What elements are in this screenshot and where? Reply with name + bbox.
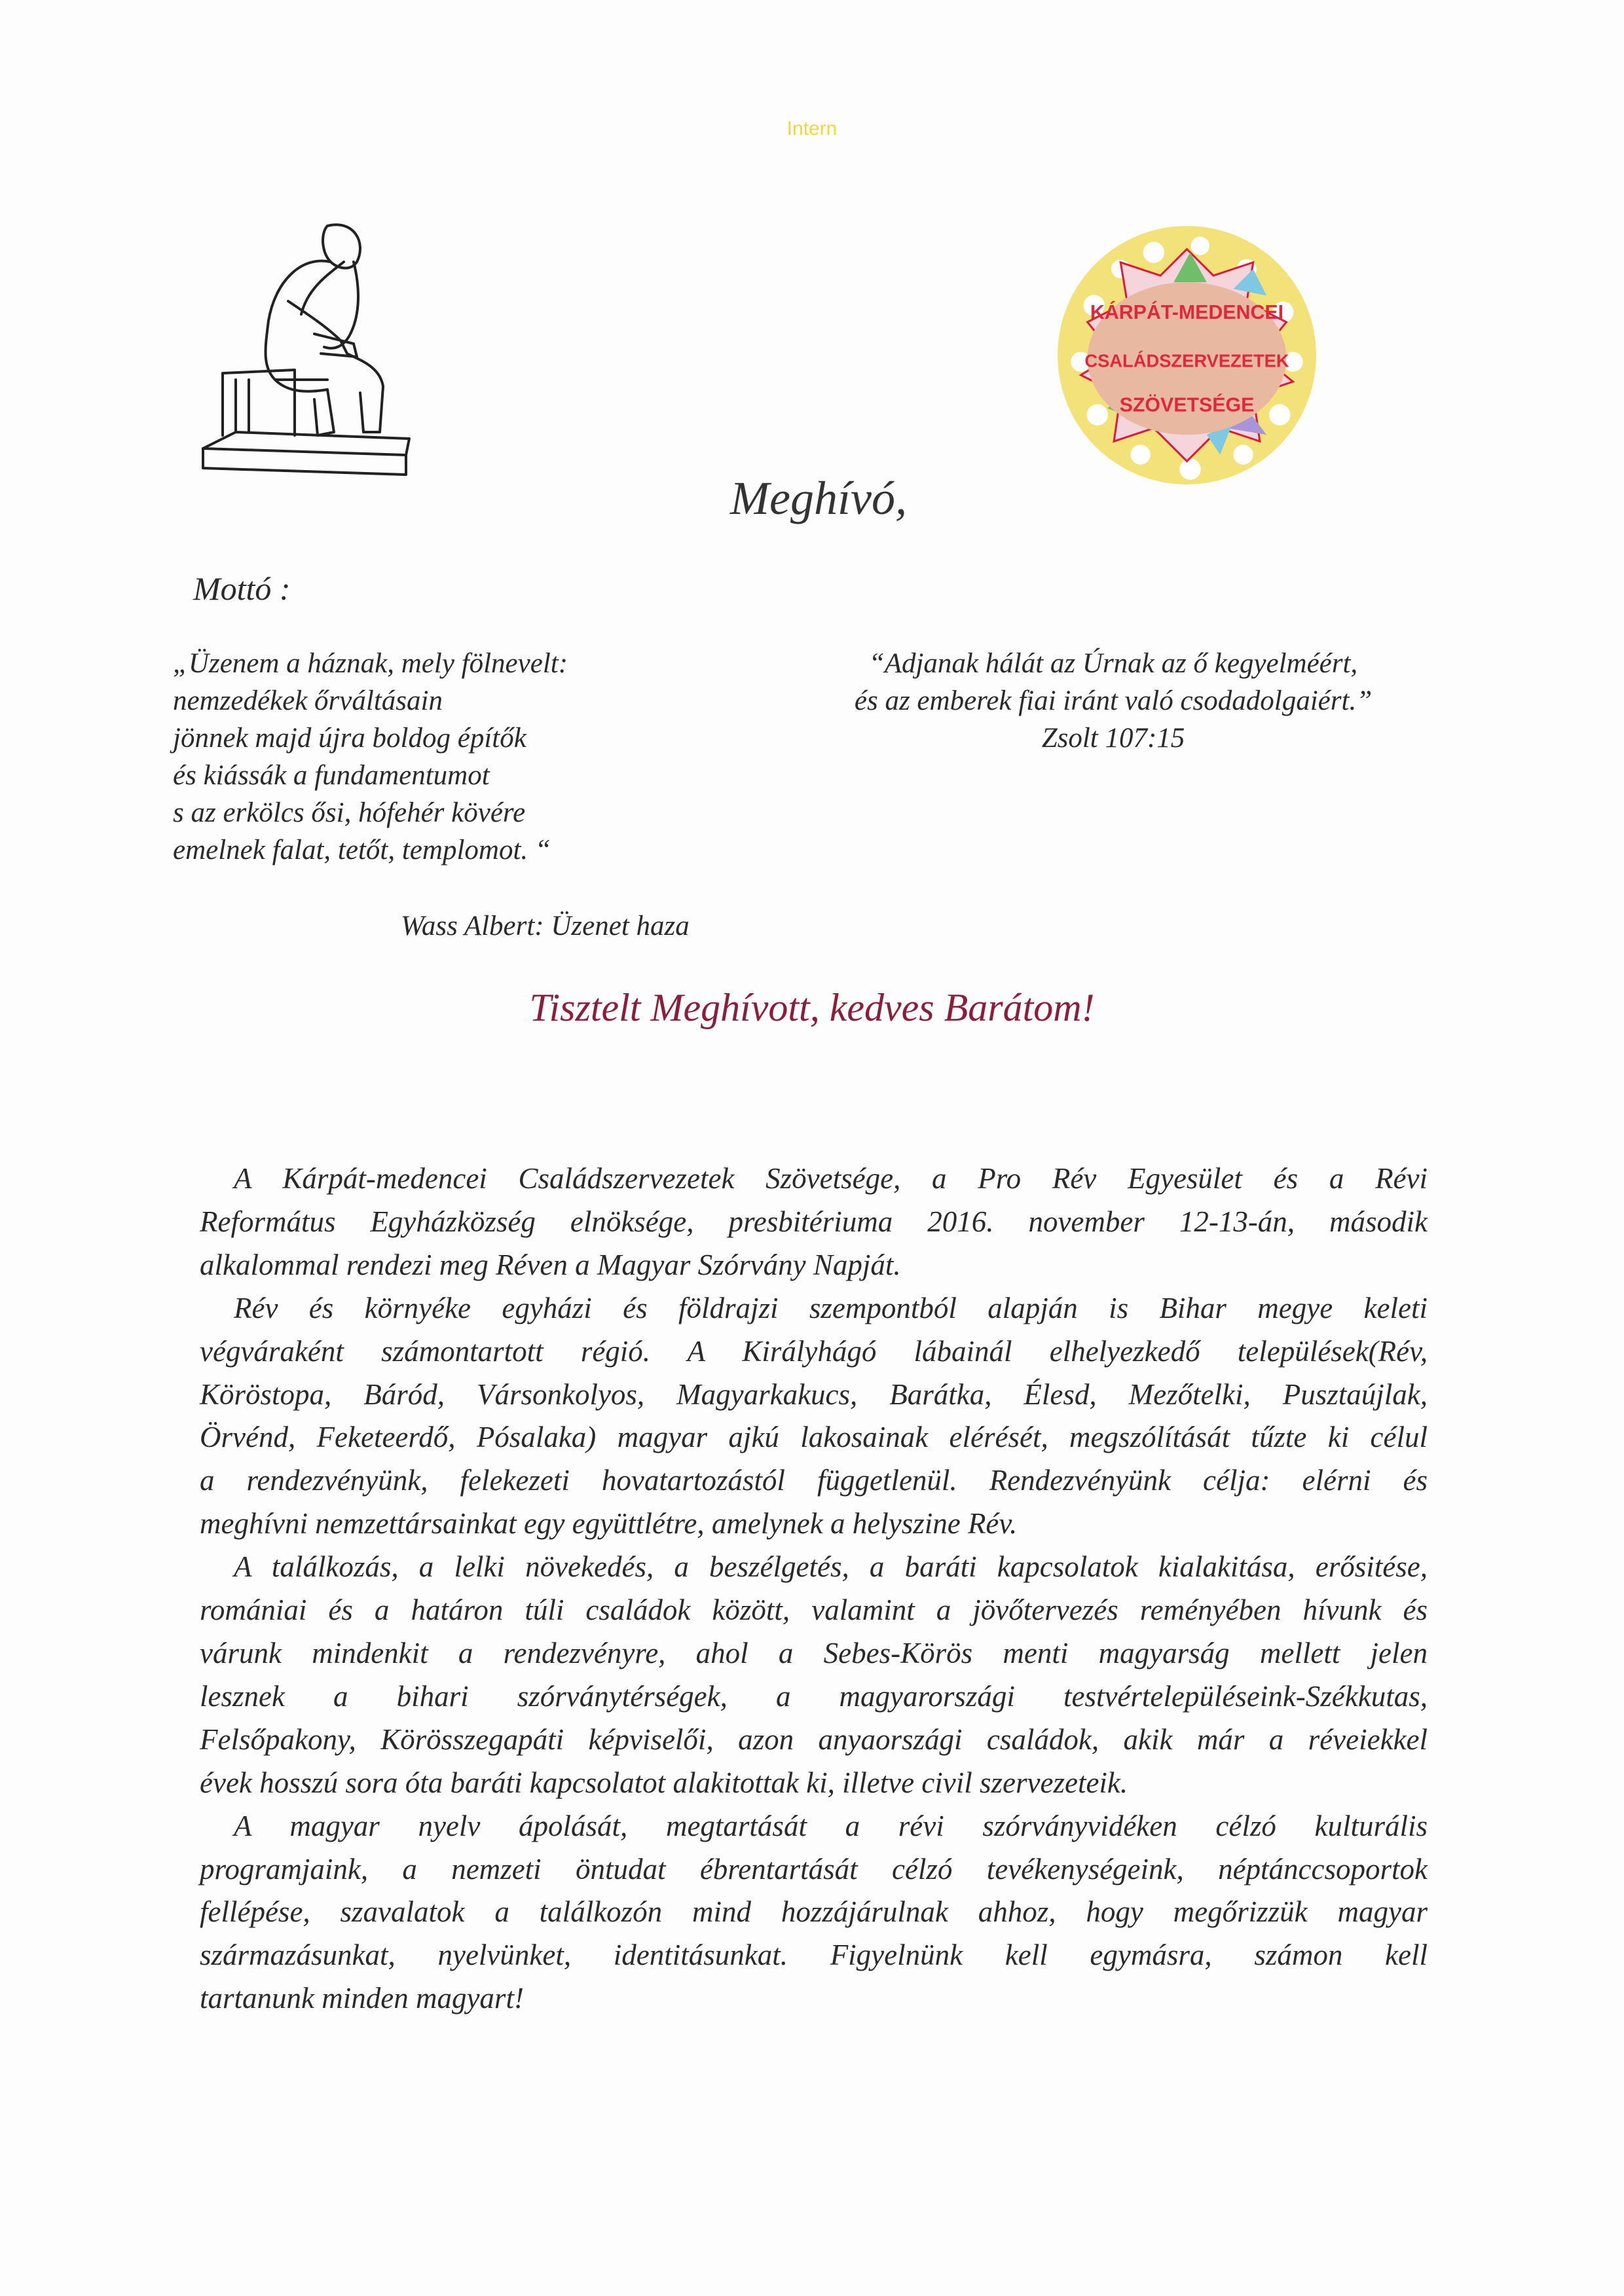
body-line: származásunkat, nyelvünket, identitásunkat. Figyelnünk kell egymásra, számon kell xyxy=(200,1939,1428,1972)
body-line: végváraként számontartott régió. A Királyhágó lábainál elhelyezkedő települések(Rév, xyxy=(200,1334,1428,1368)
body-line: Rév és környéke egyházi és földrajzi szempontból alapján is Bihar megye keleti xyxy=(234,1291,1428,1324)
verse-line: “Adjanak hálát az Úrnak az ő kegyelméért, xyxy=(868,648,1358,679)
poem-line: s az erkölcs ősi, hófehér kövére xyxy=(173,797,526,828)
poem-line: „Üzenem a háznak, mely fölnevelt: xyxy=(173,648,568,679)
body-line: A Kárpát-medencei Családszervezetek Szövetsége, a Pro Rév Egyesület és a Révi xyxy=(234,1162,1428,1195)
logo-text-bottom: SZÖVETSÉGE xyxy=(1119,394,1255,416)
body-line: a rendezvényünk, felekezeti hovatartozástól függetlenül. Rendezvényünk célja: elérni és xyxy=(200,1464,1428,1497)
body-line: Felsőpakony, Körösszegapáti képviselői, azon anyaországi családok, akik már a réveiekkel xyxy=(200,1722,1428,1756)
thinker-statue-illustration xyxy=(196,216,432,498)
body-line: programjaink, a nemzeti öntudat ébrentartását célzó tevékenységeink, néptánccsoportok xyxy=(200,1852,1428,1886)
logo-text-top: KÁRPÁT-MEDENCEI xyxy=(1090,301,1284,323)
poem-line: nemzedékek őrváltásain xyxy=(173,685,443,716)
body-line: várunk mindenkit a rendezvényre, ahol a Sebes-Körös menti magyarság mellett jelen xyxy=(200,1636,1428,1669)
body-line: meghívni nemzettársainkat egy együttlétre, amelynek a helyszine Rév. xyxy=(200,1507,1018,1540)
body-line: évek hosszú sora óta baráti kapcsolatot alakitottak ki, illetve civil szervezeteik. xyxy=(200,1766,1128,1799)
poem-line: és kiássák a fundamentumot xyxy=(173,760,490,791)
body-line: Örvénd, Feketeerdő, Pósalaka) magyar ajkú lakosainak elérését, megszólítását tűzte ki célul xyxy=(200,1421,1428,1454)
body-line: A találkozás, a lelki növekedés, a beszélgetés, a baráti kapcsolatok kialakitása, erősitése, xyxy=(234,1550,1428,1584)
body-line: Református Egyházközség elnöksége, presbitériuma 2016. november 12-13-án, második xyxy=(200,1205,1428,1238)
greeting: Tisztelt Meghívott, kedves Barátom! xyxy=(529,986,1095,1029)
letter-body xyxy=(200,1157,1428,2020)
body-line: tartanunk minden magyart! xyxy=(200,1982,524,2015)
motto-label: Mottó : xyxy=(193,570,291,607)
motto-poem xyxy=(173,645,568,869)
poem-attribution: Wass Albert: Üzenet haza xyxy=(401,911,690,941)
verse-line: és az emberek fiai iránt való csodadolgaiért.” xyxy=(854,685,1373,716)
bible-verse xyxy=(799,645,1428,757)
body-line: lesznek a bihari szórványtérségek, a magyarországi testvértelepüléseink-Székkutas, xyxy=(200,1679,1428,1713)
body-line: romániai és a határon túli családok között, valamint a jövőtervezés reményében hívunk és xyxy=(200,1594,1428,1627)
organization-logo xyxy=(1054,223,1320,488)
logo-text-middle: CSALÁDSZERVEZETEK xyxy=(1084,350,1289,371)
poem-line: jönnek majd újra boldog építők xyxy=(173,723,526,754)
body-line: alkalommal rendezi meg Réven a Magyar Szórvány Napját. xyxy=(200,1248,901,1281)
intern-stamp: Intern xyxy=(786,118,838,139)
poem-line: emelnek falat, tetőt, templomot. “ xyxy=(173,835,551,866)
body-line: fellépése, szavalatok a találkozón mind hozzájárulnak ahhoz, hogy megőrizzük magyar xyxy=(200,1895,1428,1929)
page-title: Meghívó, xyxy=(730,472,907,524)
verse-reference: Zsolt 107:15 xyxy=(1041,723,1185,754)
body-line: Köröstopa, Báród, Vársonkolyos, Magyarkakucs, Barátka, Élesd, Mezőtelki, Pusztaújlak, xyxy=(200,1377,1428,1411)
body-line: A magyar nyelv ápolását, megtartását a révi szórványvidéken célzó kulturális xyxy=(234,1809,1428,1842)
